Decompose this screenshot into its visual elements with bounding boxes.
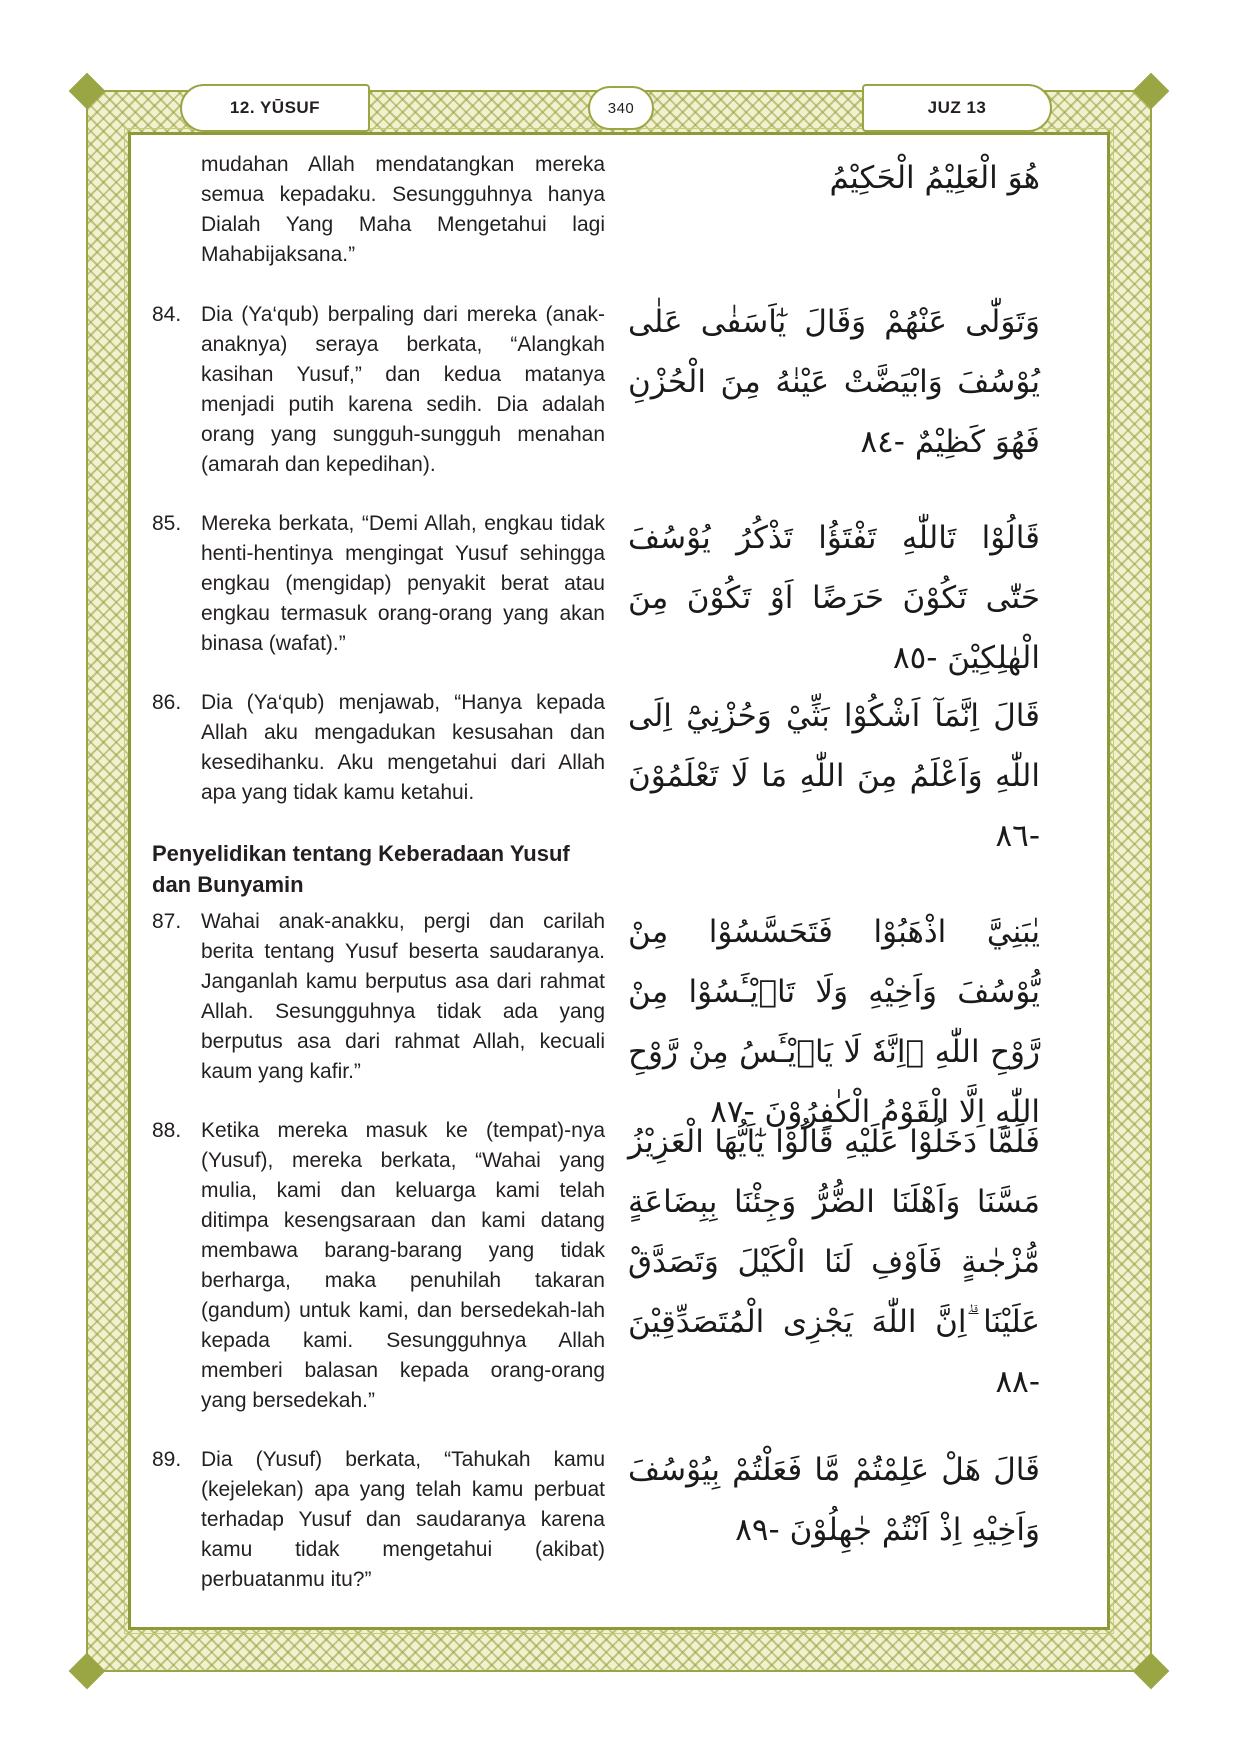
verse-translation: Ketika mereka masuk ke (tempat)-nya (Yusuf), mereka berkata, “Wahai yang mulia, kami dan keluarga kami telah ditimpa kesengsaraan dan kami datang membawa barang-barang yang tidak berharga, maka penuhilah takaran (gandum) untuk kami, dan bersedekah-lah kepada kami. Sesungguhnya Allah memberi balasan kepada orang-orang yang bersedekah.”	[201, 1119, 605, 1412]
verse-translation: Dia (Ya‘qub) menjawab, “Hanya kepada Allah aku mengadukan kesusahan dan kesedihanku. Aku mengetahui dari Allah apa yang tidak kamu ketahui.	[201, 691, 605, 804]
verse-translation: Mereka berkata, “Demi Allah, engkau tidak henti-hentinya mengingat Yusuf sehingga engkau (mengidap) penyakit berat atau engkau termasuk orang-orang yang akan binasa (wafat).”	[201, 512, 605, 655]
verse-translation: Wahai anak-anakku, pergi dan carilah berita tentang Yusuf beserta saudaranya. Janganlah kamu berputus asa dari rahmat Allah. Sesungguhnya tidak ada yang berputus asa dari rahmat Allah, kecuali kaum yang kafir.”	[201, 910, 605, 1083]
surah-label: 12. YŪSUF	[180, 84, 370, 132]
verse-arabic: فَلَمَّا دَخَلُوْا عَلَيْهِ قَالُوْا يٰٓاَيُّهَا الْعَزِيْزُ مَسَّنَا وَاَهْلَنَا الضُّرُّ وَجِئْنَا بِبِضَاعَةٍ مُّزْجٰىةٍ فَاَوْفِ لَنَا الْكَيْلَ وَتَصَدَّقْ عَلَيْنَا ۗاِنَّ اللّٰهَ يَجْزِى الْمُتَصَدِّقِيْنَ -٨٨	[628, 1124, 1040, 1400]
verse-translation: Dia (Ya‘qub) berpaling dari mereka (anak-anaknya) seraya berkata, “Alangkah kasihan Yusuf,” dan kedua matanya menjadi putih karena sedih. Dia adalah orang yang sungguh-sungguh menahan (amarah dan kepedihan).	[201, 303, 605, 476]
verse-arabic: قَالَ اِنَّمَآ اَشْكُوْا بَثِّيْ وَحُزْنِيْٓ اِلَى اللّٰهِ وَاَعْلَمُ مِنَ اللّٰهِ مَا لَا تَعْلَمُوْنَ -٨٦	[628, 698, 1040, 854]
verse-number: 84.	[152, 303, 182, 326]
verse-arabic: قَالَ هَلْ عَلِمْتُمْ مَّا فَعَلْتُمْ بِيُوْسُفَ وَاَخِيْهِ اِذْ اَنْتُمْ جٰهِلُوْنَ -٨٩	[628, 1452, 1040, 1548]
page-number: 340	[588, 86, 654, 130]
verse-number: 86.	[152, 691, 182, 714]
verse-number: 88.	[152, 1119, 182, 1142]
verse-arabic: قَالُوْا تَاللّٰهِ تَفْتَؤُا تَذْكُرُ يُوْسُفَ حَتّٰى تَكُوْنَ حَرَضًا اَوْ تَكُوْنَ مِنَ الْهٰلِكِيْنَ -٨٥	[628, 520, 1040, 676]
continuation-translation: mudahan Allah mendatangkan mereka semua kepadaku. Sesungguhnya hanya Dialah Yang Maha Mengetahui lagi Mahabijaksana.”	[201, 153, 605, 266]
verse-arabic: يٰبَنِيَّ اذْهَبُوْا فَتَحَسَّسُوْا مِنْ يُّوْسُفَ وَاَخِيْهِ وَلَا تَا۟يْـَٔسُوْا مِنْ رَّوْحِ اللّٰهِ ۗاِنَّهٗ لَا يَا۟يْـَٔسُ مِنْ رَّوْحِ اللّٰهِ اِلَّا الْقَوْمُ الْكٰفِرُوْنَ -٨٧	[628, 914, 1040, 1130]
juz-label: JUZ 13	[862, 84, 1052, 132]
verse-number: 89.	[152, 1448, 182, 1471]
verse-arabic: وَتَوَلّٰى عَنْهُمْ وَقَالَ يٰٓاَسَفٰى عَلٰى يُوْسُفَ وَابْيَضَّتْ عَيْنٰهُ مِنَ الْحُزْنِ فَهُوَ كَظِيْمٌ -٨٤	[628, 304, 1040, 460]
verse-number: 85.	[152, 512, 182, 535]
verse-number: 87.	[152, 910, 182, 933]
continuation-arabic: هُوَ الْعَلِيْمُ الْحَكِيْمُ	[829, 160, 1040, 196]
section-heading: Penyelidikan tentang Keberadaan Yusuf dan Bunyamin	[152, 841, 570, 897]
verse-translation: Dia (Yusuf) berkata, “Tahukah kamu (kejelekan) apa yang telah kamu perbuat terhadap Yusuf dan saudaranya karena kamu tidak mengetahui (akibat) perbuatanmu itu?”	[201, 1448, 605, 1591]
